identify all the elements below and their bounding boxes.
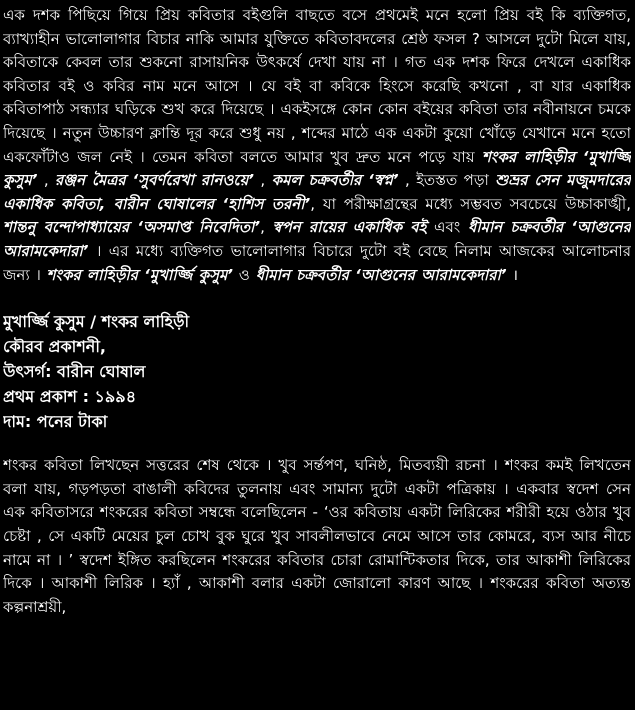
emphasized-title-run: শংকর লাহিড়ীর ‘মুখার্জ্জি কুসুম’ [3,147,631,190]
text-run: । এর মধ্যে ব্যক্তিগত ভালোলাগার বিচারে দুটো বই বেছে নিলাম আজকের আলোচনার জন্য । [3,241,631,284]
book-first-published: প্রথম প্রকাশ : ১৯৯৪ [3,387,137,407]
text-run: এক দশক পিছিয়ে গিয়ে প্রিয় কবিতার বইগুলি বাছতে বসে প্রথমেই মনে হলো প্রিয় বই কি ব্যক্তিগত, ব্যাখ্যাহীন ভালোলাগার বিচার নাকি আমার যুক্তিতে কবিতাবদলের শ্রেষ্ঠ ফসল ? আসলে দুটো মিলে যায়, কবিতাকে কেবল তার শুকনো রাসায়নিক উৎকর্ষে দেখা যায় না । গত এক দশক ফিরে দেখলে একাধিক কবিতার বই ও কবির নাম মনে আসে । যে বই বা কবিকে হিংসে করেছি কখনো , বা যার একাধিক কবিতাপাঠ সন্ধ্যার ঘড়িকে শুখ করে দিয়েছে । একইসঙ্গে কোন কোন বইয়ের কবিতা তার নবীনায়নে চমকে দিয়েছে । নতুন উচ্চারণ ক্লান্তি দূর করে শুধু নয় , শব্দের মাঠে এক একটা কুয়ো খোঁড়ে যেখানে মনে হতো একফোঁটাও জল নেই । তেমন কবিতা বলতে আমার খুব দ্রুত মনে পড়ে যায় [3,6,631,166]
text-run: , যা পরীক্ষাগ্রন্থের মধ্যে সম্ভবত সবচেয়ে উচ্চাকাঙ্খী, [310,194,631,213]
text-run: , [37,171,56,190]
emphasized-title-run: শুভ্রর সেন মজুমদারের একাধিক কবিতা, বারীন ঘোষালের ‘হাশিস তরনী’ [3,171,631,213]
emphasized-title-run: ধীমান চক্রবর্তীর ‘আগুনের আরামকেদারা’ [255,265,507,284]
emphasized-title-run: রঞ্জন মৈত্রর ‘সুবর্ণরেখা রানওয়ে’ [55,171,254,190]
book-publisher: কৌরব প্রকাশনী, [3,337,106,357]
intro-paragraph [3,4,631,287]
emphasized-title-run: স্বপন রায়ের একাধিক বই [272,218,427,237]
emphasized-title-run: ধীমান চক্রবর্তীর ‘আগুনের আরামকেদারা’ [3,218,631,260]
text-run: , [254,171,272,190]
review-paragraph: শংকর কবিতা লিখছেন সত্তরের শেষ থেকে । খুব সর্ন্তপণ, ঘনিষ্ঠ, মিতব্যয়ী রচনা । শংকর কমই লিখতেন বলা যায়, গড়পড়তা বাঙালী কবিদের তুলনায় এবং সামান্য দুটো একটা পত্রিকায় । একবার স্বদেশ সেন এক কবিতাসরে শংকরের কবিতা সম্বন্ধে বলেছিলেন - ‘ওর কবিতায় একটা লিরিকের শরীরী হয়ে ওঠার খুব চেষ্টা , সে একটি মেয়ের চুল চোখ বুক ঘুরে খুব সাবলীলভাবে নেমে আসে তার কোমরে, ব্যস আর নীচে নামে না । ’ স্বদেশ ইঙ্গিত করছিলেন শংকরের কবিতার চোরা রোমান্টিকতার দিকে, তার আকাশী লিরিকের দিকে । আকাশী লিরিক । হ্যাঁ , আকাশী বলার একটা জোরালো কারণ আছে । শংকরের কবিতা অত্যন্ত কল্পনাশ্রয়ী, [3,456,631,616]
document-page [3,4,631,708]
book-dedication: উৎসর্গ: বারীন ঘোষাল [3,362,146,382]
text-run: । [506,265,519,284]
book-info [3,309,631,434]
text-run: , [260,218,273,237]
emphasized-title-run: শংকর লাহিড়ীর ‘মুখার্জ্জি কুসুম’ [46,265,234,284]
text-run: , ইতস্তত পড়া [398,171,496,190]
book-title-line: মুখার্জ্জি কুসুম / শংকর লাহিড়ী [3,312,190,332]
emphasized-title-run: শান্তনু বন্দোপাধ্যায়ের ‘অসমাপ্ত নিবেদিতা’ [3,218,261,237]
emphasized-title-run: কমল চক্রবর্তীর ‘স্বপ্ন’ [271,171,399,190]
text-run: ও [233,265,256,284]
text-run: এবং [426,218,468,237]
book-price: দাম: পনের টাকা [3,412,108,432]
